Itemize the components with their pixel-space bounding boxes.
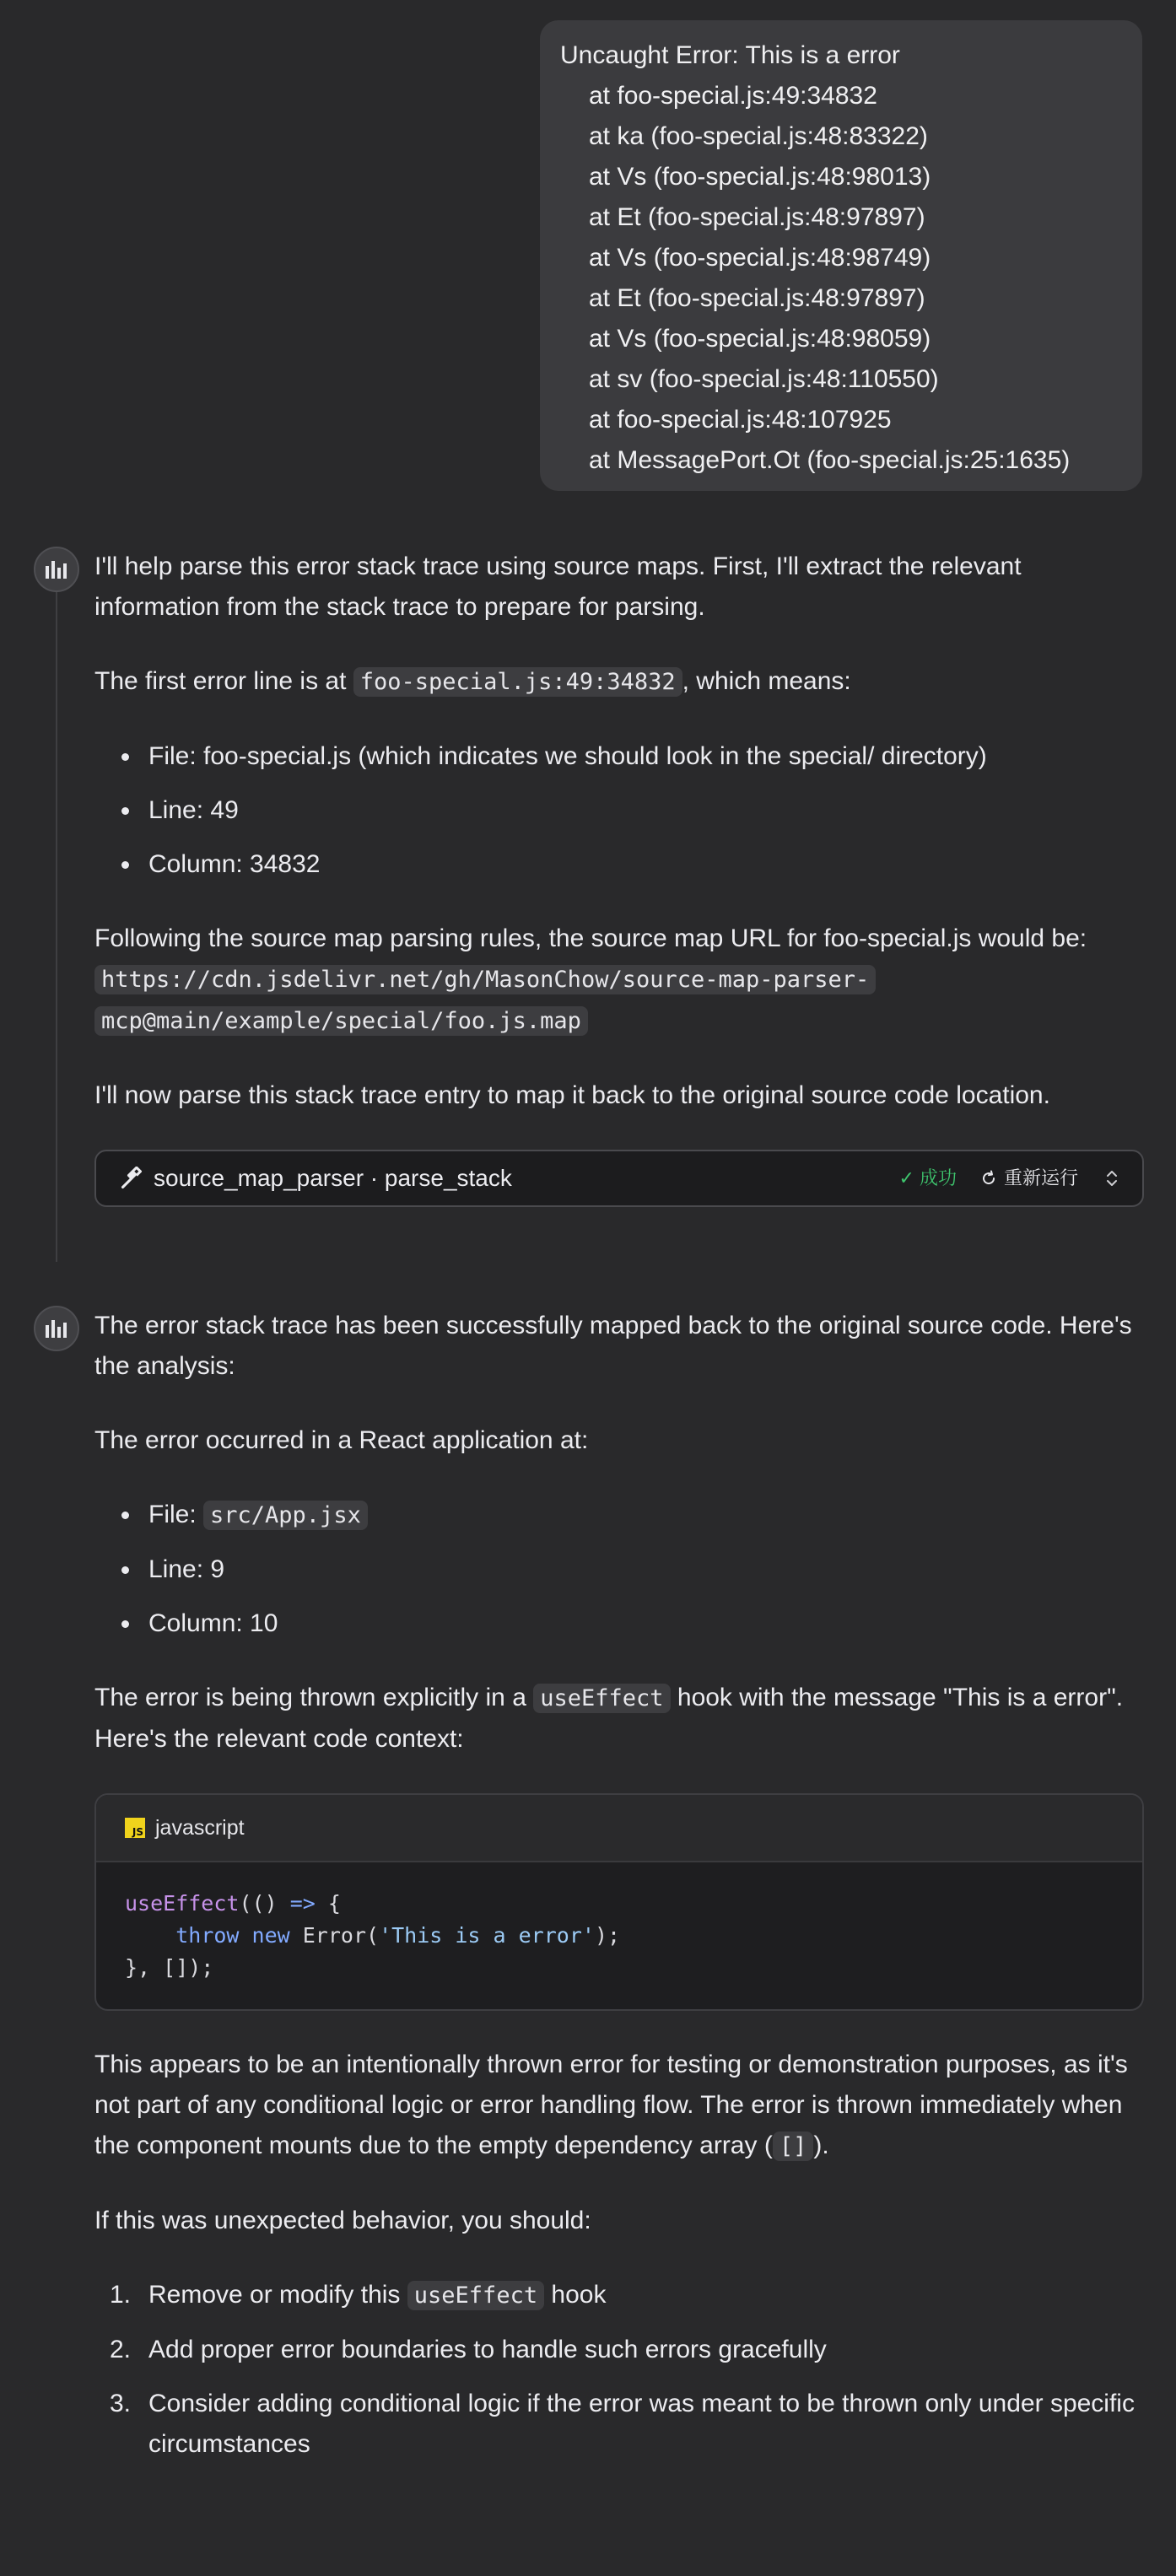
bullet-list <box>94 736 1144 885</box>
list-item: File: src/App.jsx <box>94 1495 1144 1536</box>
refresh-icon <box>980 1170 997 1187</box>
stack-frame: at MessagePort.Ot (foo-special.js:25:1635) <box>589 446 1071 474</box>
assistant-message-2 <box>94 1306 1144 2478</box>
list-item: Column: 34832 <box>94 844 1144 885</box>
parse-intro: I'll now parse this stack trace entry to map it back to the original source code location. <box>94 1081 1050 1109</box>
inline-code: useEffect <box>407 2281 544 2310</box>
stack-frame: at sv (foo-special.js:48:110550) <box>589 365 939 393</box>
source-map-url-cont: mcp@main/example/special/foo.js.map <box>94 1006 588 1036</box>
code-line: }, []); <box>125 1955 214 1980</box>
source-map-paragraph: Following the source map parsing rules, the source map URL for foo-special.js would be: https://cdn.jsdelivr.net/gh/MasonChow/source-map-parser- mcp@main/example/special/foo.js.map <box>94 924 1087 1034</box>
code-body[interactable] <box>96 1862 1142 2009</box>
inline-code: [] <box>773 2131 814 2161</box>
status-badge: ✓ 成功 <box>899 1158 957 1199</box>
list-item: Line: 9 <box>94 1549 1144 1590</box>
list-item: 2. Add proper error boundaries to handle such errors gracefully <box>110 2336 827 2363</box>
source-map-url: https://cdn.jsdelivr.net/gh/MasonChow/source-map-parser- <box>94 965 876 994</box>
user-message-bubble <box>540 20 1142 491</box>
list-item: 3. Consider adding conditional logic if the error was meant to be thrown only under specific circumstances <box>110 2390 1135 2458</box>
wrench-icon <box>120 1167 143 1190</box>
analysis-intro: The error stack trace has been successfully mapped back to the original source code. Here's the analysis: <box>94 1312 1132 1380</box>
stack-frame: at Vs (foo-special.js:48:98749) <box>589 244 931 272</box>
error-title: Uncaught Error: This is a error <box>560 41 900 69</box>
check-icon: ✓ <box>898 1167 914 1188</box>
inline-code: foo-special.js:49:34832 <box>353 667 682 697</box>
thread-connector <box>56 570 57 1262</box>
code-line: throw new Error('This is a error'); <box>175 1923 621 1948</box>
assistant-avatar <box>34 547 79 592</box>
assistant-message-1 <box>94 547 1144 1207</box>
stack-frame: at foo-special.js:48:107925 <box>589 406 892 434</box>
assistant-avatar <box>34 1306 79 1351</box>
code-block-header <box>96 1795 1142 1862</box>
javascript-icon: JS <box>125 1818 145 1838</box>
bar-chart-icon <box>45 559 68 579</box>
bar-chart-icon <box>45 1318 68 1339</box>
numbered-list <box>94 2275 1144 2465</box>
list-item: Column: 10 <box>94 1603 1144 1644</box>
expand-collapse-icon[interactable] <box>1103 1167 1120 1190</box>
stack-frame: at foo-special.js:49:34832 <box>589 82 877 110</box>
inline-code: useEffect <box>533 1684 670 1713</box>
thrown-paragraph: The error is being thrown explicitly in a useEffect hook with the message "This is a error". Here's the relevant code context: <box>94 1684 1124 1753</box>
first-error-line-paragraph: The first error line is at foo-special.js:49:34832 , which means: <box>94 667 851 695</box>
bullet-list <box>94 1495 1144 1644</box>
list-item: Line: 49 <box>94 790 1144 831</box>
list-item: File: foo-special.js (which indicates we should look in the special/ directory) <box>94 736 1144 777</box>
rerun-button[interactable]: 重新运行 <box>980 1158 1078 1199</box>
unexpected-text: If this was unexpected behavior, you should: <box>94 2207 591 2234</box>
code-language: javascript <box>155 1816 245 1840</box>
stack-frame: at Vs (foo-special.js:48:98059) <box>589 325 931 353</box>
stack-frame: at Vs (foo-special.js:48:98013) <box>589 163 931 191</box>
occurred-text: The error occurred in a React application at: <box>94 1426 589 1454</box>
stack-frame: at Et (foo-special.js:48:97897) <box>589 284 925 312</box>
stack-frame: at Et (foo-special.js:48:97897) <box>589 203 925 231</box>
tool-call-bar[interactable] <box>94 1150 1144 1207</box>
code-line: useEffect(() => { <box>125 1891 341 1916</box>
explanation-paragraph: This appears to be an intentionally thrown error for testing or demonstration purposes, as it's not part of any conditional logic or error handling flow. The error is thrown immediately when the component mounts due to the empty dependency array ( [] ). <box>94 2051 1128 2159</box>
stack-frame: at ka (foo-special.js:48:83322) <box>589 122 928 150</box>
assistant-intro: I'll help parse this error stack trace using source maps. First, I'll extract the relevant information from the stack trace to prepare for parsing. <box>94 552 1022 621</box>
inline-code: src/App.jsx <box>203 1501 368 1530</box>
code-block <box>94 1793 1144 2011</box>
tool-name: source_map_parser · parse_stack <box>154 1165 512 1191</box>
list-item: 1. Remove or modify this useEffect hook <box>110 2281 607 2309</box>
